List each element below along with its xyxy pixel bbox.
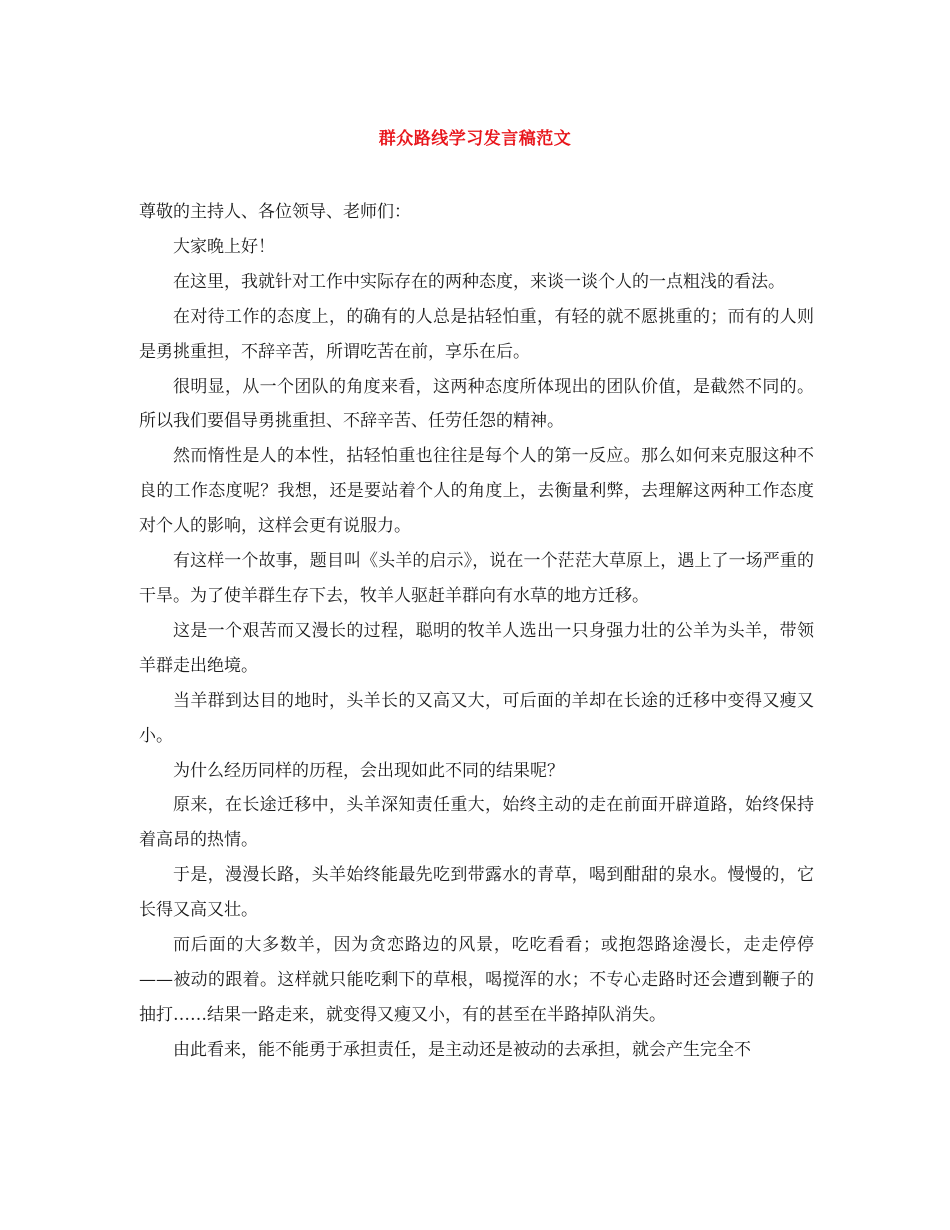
paragraph-team-value: 很明显，从一个团队的角度来看，这两种态度所体现出的团队价值，是截然不同的。所以我们要倡导勇挑重担、不辞辛苦、任劳任怨的精神。	[139, 376, 814, 432]
paragraph-conclusion: 由此看来，能不能勇于承担责任，是主动还是被动的去承担，就会产生完全不	[173, 1039, 751, 1060]
paragraph-inertia: 然而惰性是人的本性，拈轻怕重也往往是每个人的第一反应。那么如何来克服这种不良的工作态度呢？我想，还是要站着个人的角度上，去衡量利弊，去理解这两种工作态度对个人的影响，这样会更有说服力。	[139, 446, 814, 537]
paragraph-story-intro: 有这样一个故事，题目叫《头羊的启示》，说在一个茫茫大草原上，遇上了一场严重的干旱。为了使羊群生存下去，牧羊人驱赶羊群向有水草的地方迁移。	[139, 551, 814, 606]
paragraph-responsibility: 原来，在长途迁移中，头羊深知责任重大，始终主动的走在前面开辟道路，始终保持着高昂的热情。	[139, 795, 814, 851]
document-body	[139, 195, 814, 1068]
paragraph-attitudes: 在对待工作的态度上，的确有的人总是拈轻怕重，有轻的就不愿挑重的；而有的人则是勇挑重担，不辞辛苦，所谓吃苦在前，享乐在后。	[139, 306, 814, 362]
paragraph-arrival: 当羊群到达目的地时，头羊长的又高又大，可后面的羊却在长途的迁移中变得又瘦又小。	[139, 690, 814, 746]
paragraph-followers: 而后面的大多数羊，因为贪恋路边的风景，吃吃看看；或抱怨路途漫长，走走停停——被动的跟着。这样就只能吃剩下的草根，喝搅浑的水；不专心走路时还会遭到鞭子的抽打……结果一路走来，就变得又瘦又小，有的甚至在半路掉队消失。	[139, 935, 814, 1025]
paragraph-question: 为什么经历同样的历程，会出现如此不同的结果呢？	[173, 760, 564, 781]
paragraph-greeting: 大家晚上好！	[173, 236, 275, 257]
paragraph-fresh-grass: 于是，漫漫长路，头羊始终能最先吃到带露水的青草，喝到酣甜的泉水。慢慢的，它长得又高又壮。	[139, 865, 814, 921]
paragraph-intro: 在这里，我就针对工作中实际存在的两种态度，来谈一谈个人的一点粗浅的看法。	[173, 271, 785, 292]
paragraph-lead-ram: 这是一个艰苦而又漫长的过程，聪明的牧羊人选出一只身强力壮的公羊为头羊，带领羊群走出绝境。	[139, 620, 814, 676]
document-title: 群众路线学习发言稿范文	[378, 129, 572, 149]
salutation: 尊敬的主持人、各位领导、老师们：	[139, 202, 411, 222]
